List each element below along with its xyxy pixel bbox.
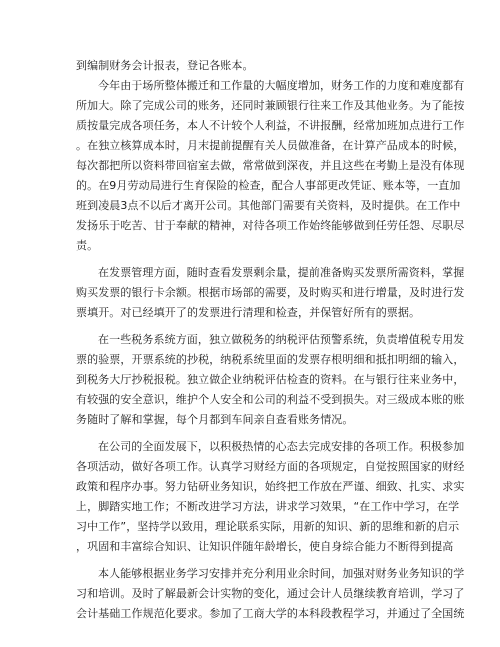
- text-line: 购买发票的银行卡余额。根据市场部的需要，及时购买和进行增量，及时进行发: [76, 286, 465, 299]
- text-line: 政策和程序办事。努力钻研业务知识，始终把工作放在严谨、细致、扎实、求实: [76, 480, 465, 493]
- text-line: 质按量完成各项任务，本人不计较个人利益，不讲报酬，经常加班加点进行工作: [76, 119, 465, 132]
- text-line: 务随时了解和掌握，每个月都到车间亲自查看账务情况。: [76, 413, 354, 426]
- document-page: [76, 56, 465, 624]
- paragraph-5: [76, 437, 465, 557]
- paragraph-3: [76, 263, 465, 323]
- text-line: 在公司的全面发展下，以积极热情的心态去完成安排的各项工作。积极参加: [98, 440, 465, 453]
- text-line: 上，脚踏实地工作；不断改进学习方法，讲求学习效果，“在工作中学习，在学: [76, 500, 460, 513]
- text-line: 到编制财务会计报表，登记各账本。: [76, 59, 254, 72]
- paragraph-4: [76, 330, 465, 430]
- text-line: 到税务大厅抄税报税。独立做企业纳税评估检查的资料。在与银行往来业务中，: [76, 373, 465, 386]
- text-line: 会计基础工作规范化要求。参加了工商大学的本科段教程学习，并通过了全国统: [76, 607, 465, 620]
- paragraph-2: [76, 76, 465, 256]
- text-line: 的。在9月劳动局进行生育保险的检查，配合人事部更改凭证、账本等，一直加: [76, 179, 461, 192]
- text-line: 责。: [76, 239, 99, 252]
- text-line: 班到凌晨3点不以后才离开公司。其他部门需要有关资料，及时提供。在工作中: [76, 199, 461, 212]
- text-line: ，巩固和丰富综合知识、让知识伴随年龄增长，使自身综合能力不断得到提高: [76, 540, 454, 553]
- text-line: 票的验票，开票系统的抄税，纳税系统里面的发票存根明细和抵扣明细的输入，: [76, 353, 465, 366]
- text-line: 习和培训。及时了解最新会计实物的变化，通过会计人员继续教育培训，学习了: [76, 587, 465, 600]
- text-line: 习中工作”，坚持学以致用，理论联系实际，用新的知识、新的思维和新的启示: [76, 520, 460, 533]
- paragraph-1: [76, 56, 426, 76]
- text-line: 在发票管理方面，随时查看发票剩余量，提前准备购买发票所需资料，掌握: [98, 266, 465, 279]
- paragraph-6: [76, 564, 465, 624]
- text-line: 在一些税务系统方面，独立做税务的纳税评估预警系统，负责增值税专用发: [98, 333, 465, 346]
- text-line: 本人能够根据业务学习安排并充分利用业余时间，加强对财务业务知识的学: [98, 567, 465, 580]
- text-line: 每次都把所以资料带回宿室去做，常常做到深夜，并且这些在考勤上是没有体现: [76, 159, 465, 172]
- text-line: 。在独立核算成本时，月末提前提醒有关人员做准备，在计算产品成本的时候，: [76, 139, 465, 152]
- text-line: 今年由于场所整体搬迁和工作量的大幅度增加，财务工作的力度和难度都有: [98, 79, 465, 92]
- text-line: 发扬乐于吃苦、甘于奉献的精神，对待各项工作始终能够做到任劳任怨、尽职尽: [76, 219, 465, 232]
- text-line: 所加大。除了完成公司的账务，还同时兼顾银行往来工作及其他业务。为了能按: [76, 99, 465, 112]
- text-line: 各项活动，做好各项工作。认真学习财经方面的各项规定，自觉按照国家的财经: [76, 460, 465, 473]
- text-line: 有较强的安全意识，维护个人安全和公司的利益不受到损失。对三级成本账的账: [76, 393, 465, 406]
- text-line: 票填开。对已经填开了的发票进行清理和检查，并保管好所有的票据。: [76, 306, 421, 319]
